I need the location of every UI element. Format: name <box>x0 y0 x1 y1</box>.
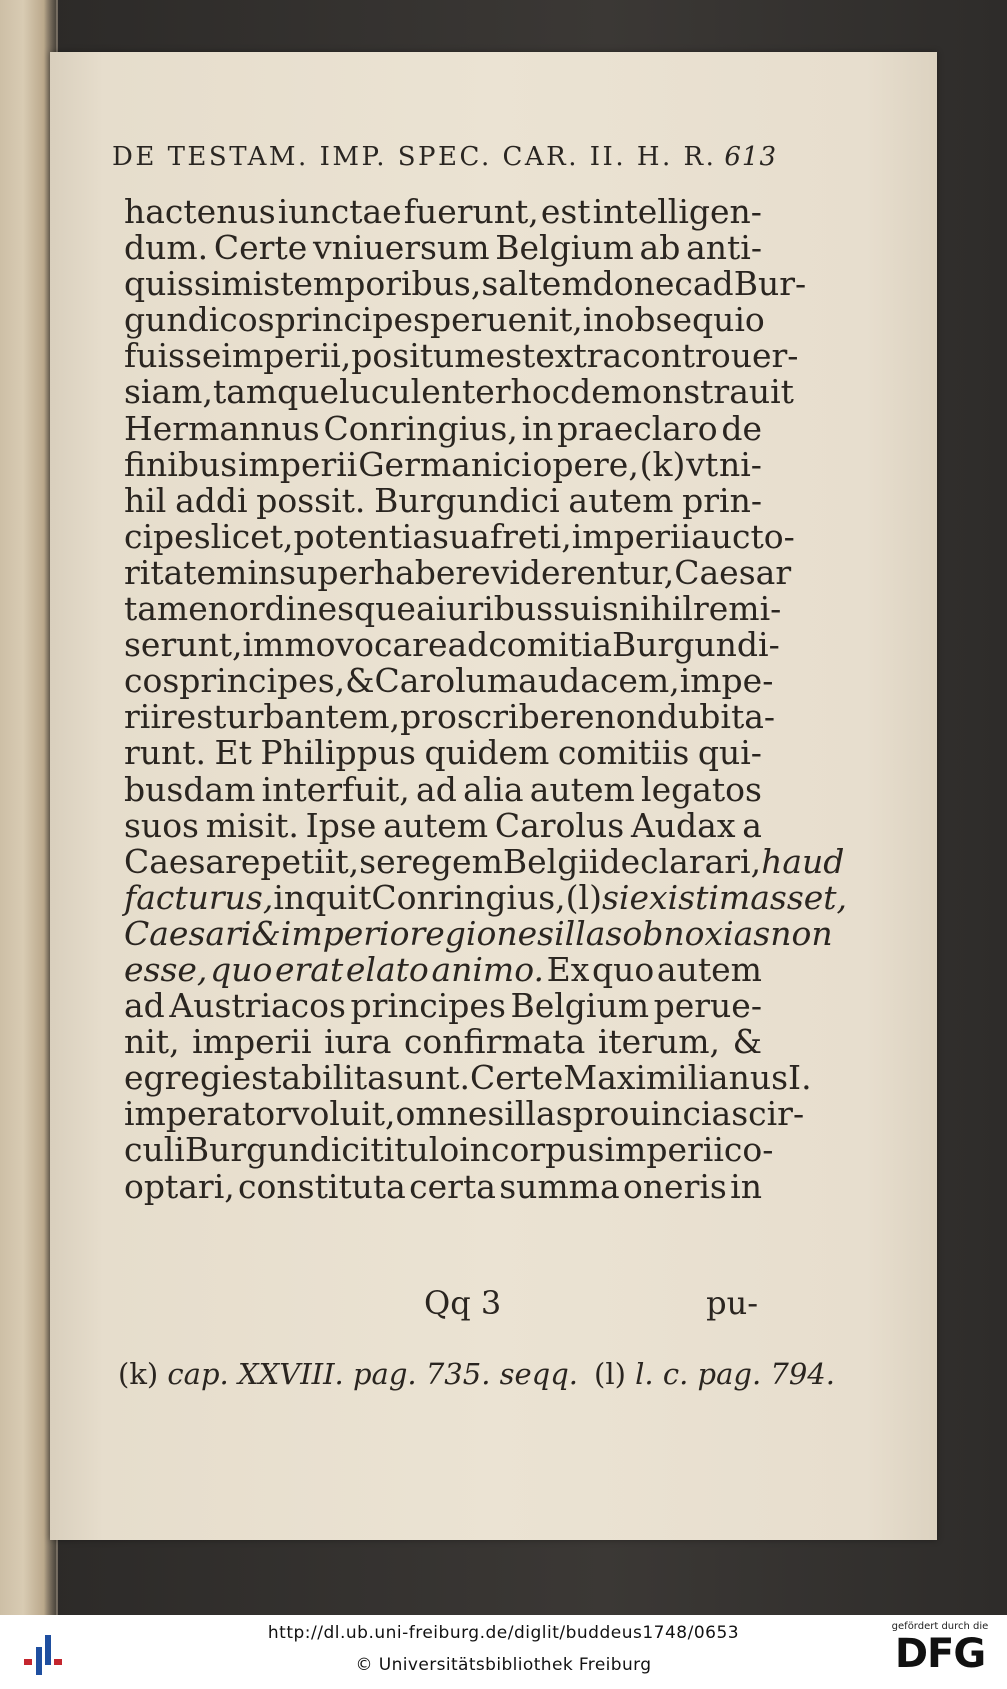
word: illas <box>504 1094 573 1134</box>
word: I. <box>788 1058 812 1098</box>
word: inquit <box>273 877 372 917</box>
word: ad <box>447 625 489 665</box>
word: & <box>345 661 375 701</box>
word: (k) <box>639 444 686 484</box>
word: imperii, <box>221 336 352 376</box>
word: corpus <box>491 1130 605 1170</box>
word: alia <box>463 769 524 809</box>
word: ad <box>416 769 457 809</box>
text-line <box>124 841 845 881</box>
word: vniuersum <box>313 228 490 268</box>
word: quidem <box>424 733 550 773</box>
word: in <box>582 300 615 340</box>
word: non <box>770 913 833 953</box>
word: Caesari <box>124 913 252 953</box>
word: qui- <box>697 733 762 773</box>
word: Austriacos <box>169 986 346 1026</box>
text-line <box>124 805 762 845</box>
word: insuper <box>247 552 374 592</box>
word: summa <box>499 1166 620 1206</box>
word: omnes <box>395 1094 505 1134</box>
word: siam, <box>124 372 213 412</box>
word: autem <box>568 480 674 520</box>
word: runt. <box>124 733 207 773</box>
text-line <box>124 949 762 989</box>
word: iunctae <box>277 192 402 231</box>
word: stabilita <box>251 1058 387 1098</box>
word: haud <box>761 841 845 881</box>
word: sua <box>432 516 490 556</box>
word: dum. <box>124 228 209 268</box>
word: opere, <box>532 444 639 484</box>
text-line <box>124 480 762 520</box>
word: imperii <box>237 444 358 484</box>
word: autem <box>383 805 489 845</box>
word: co- <box>723 1130 774 1170</box>
word: existimasset, <box>629 877 848 917</box>
word: petiit, <box>260 841 360 881</box>
word: comitiis <box>557 733 690 773</box>
word: suis <box>553 589 619 629</box>
word: Burgundici <box>184 1130 371 1170</box>
word: perue- <box>653 986 762 1026</box>
word: cir- <box>748 1094 805 1134</box>
word: Hermannus <box>124 408 320 448</box>
running-head <box>112 142 777 182</box>
word: temporibus, <box>280 264 482 304</box>
word: cipes <box>124 516 211 556</box>
footnote-text: l. c. pag. 794. <box>635 1357 835 1391</box>
text-line <box>124 697 776 737</box>
word: legatos <box>641 769 762 809</box>
word: immo <box>242 625 336 665</box>
word: addi <box>175 480 248 520</box>
word: principes <box>350 986 506 1026</box>
word: Certe <box>213 228 308 268</box>
word: est <box>540 192 591 231</box>
word: praeclaro <box>557 408 718 448</box>
footnote-text: (l) <box>594 1357 636 1391</box>
word: turbantem, <box>213 697 401 737</box>
word: (l) <box>565 877 602 917</box>
word: finibus <box>124 444 238 484</box>
word: Ipse <box>305 805 377 845</box>
text-line <box>124 552 792 592</box>
word: iura <box>324 1022 392 1062</box>
word: esse, <box>124 949 208 989</box>
word: in <box>521 408 554 448</box>
word: ad <box>692 264 734 304</box>
word: Belgium <box>495 228 634 268</box>
footnote <box>118 1357 578 1397</box>
word: prin- <box>682 480 762 520</box>
word: audacem, <box>518 661 680 701</box>
word: si <box>601 877 630 917</box>
word: Carolum <box>374 661 519 701</box>
word: intelligen- <box>592 192 762 231</box>
footnotes <box>118 1357 835 1397</box>
word: egregie <box>124 1058 252 1098</box>
word: Bur- <box>733 264 807 304</box>
word: iterum, <box>597 1022 720 1062</box>
word: in <box>730 1166 762 1206</box>
word: habere <box>373 552 491 592</box>
word: tamque <box>212 372 340 412</box>
word: peruenit, <box>429 300 583 340</box>
word: suos <box>124 805 199 845</box>
text-line <box>124 661 774 701</box>
word: gundicos <box>124 300 275 340</box>
word: proscribere <box>400 697 595 737</box>
word: Burgundici <box>374 480 560 520</box>
word: remi- <box>692 589 782 629</box>
word: misit. <box>205 805 299 845</box>
word: illas <box>554 913 623 953</box>
word: licet, <box>210 516 294 556</box>
word: imperator <box>124 1094 291 1134</box>
text-line <box>124 735 762 771</box>
text-line <box>124 372 794 412</box>
word: Belgium <box>510 986 650 1026</box>
word: Germanici <box>358 444 532 484</box>
text-line <box>124 444 762 484</box>
text-line <box>124 300 765 340</box>
text-line <box>124 1094 805 1134</box>
word: imperii <box>604 1130 724 1170</box>
word: imperii <box>192 1022 312 1062</box>
word: obsequio <box>614 300 765 340</box>
word: serunt, <box>124 625 243 665</box>
word: confirmata <box>403 1022 586 1062</box>
word: iuribus <box>435 589 554 629</box>
word: & <box>251 913 281 953</box>
word: demonstrauit <box>570 372 794 412</box>
text-line <box>124 589 782 629</box>
word: controuer- <box>622 336 799 376</box>
word: extra <box>535 336 623 376</box>
word: quo <box>210 949 273 989</box>
word: cos <box>124 661 180 701</box>
word: fuerunt, <box>403 192 539 231</box>
word: possit. <box>256 480 366 520</box>
word: de <box>721 408 762 448</box>
word: quissimis <box>124 264 281 304</box>
word: imperii <box>571 516 692 556</box>
word: a <box>415 589 436 629</box>
word: Philippus <box>260 733 416 773</box>
footnote-text: cap. XXVIII. pag. 735. seqq. <box>167 1357 579 1391</box>
word: culi <box>124 1130 185 1170</box>
text-line <box>124 194 762 230</box>
text-line <box>124 1166 762 1206</box>
word: anti- <box>686 228 762 268</box>
signature-line <box>124 1284 762 1324</box>
word: freti, <box>489 516 572 556</box>
word: Caesar <box>674 552 792 592</box>
text-line <box>124 516 795 556</box>
footnote <box>594 1357 835 1397</box>
signature-mark: Qq 3 <box>424 1284 502 1322</box>
word: Caesare <box>124 841 261 881</box>
page-number: 613 <box>724 142 777 172</box>
text-line <box>124 1024 762 1060</box>
word: aucto- <box>691 516 795 556</box>
word: prouincias <box>572 1094 749 1134</box>
word: Conringius, <box>371 877 566 917</box>
text-line <box>124 769 762 809</box>
word: certa <box>409 1166 496 1206</box>
footnote-text: (k) <box>118 1357 168 1391</box>
word: hactenus <box>124 192 276 231</box>
text-line <box>124 336 799 376</box>
word: nit, <box>124 1022 180 1062</box>
word: Carolus <box>494 805 625 845</box>
word: comitia <box>488 625 612 665</box>
word: principes <box>274 300 430 340</box>
word: potentia <box>293 516 433 556</box>
word: Ex <box>546 949 590 989</box>
word: busdam <box>124 769 256 809</box>
word: dubita- <box>656 697 776 737</box>
word: vocare <box>335 625 448 665</box>
word: animo. <box>431 949 544 989</box>
word: autem <box>529 769 635 809</box>
word: principes, <box>179 661 346 701</box>
word: fuisse <box>124 336 222 376</box>
word: hoc <box>510 372 571 412</box>
word: Audax <box>630 805 736 845</box>
word: impe- <box>679 661 774 701</box>
word: hil <box>124 480 167 520</box>
word: Maximilianus <box>563 1058 789 1098</box>
word: Certe <box>469 1058 564 1098</box>
body-text <box>124 192 848 1206</box>
copyright-text: © Universitätsbibliothek Freiburg <box>355 1655 652 1675</box>
word: Conringius, <box>323 408 518 448</box>
word: sunt. <box>386 1058 470 1098</box>
word: regiones <box>409 913 555 953</box>
word: donec <box>592 264 693 304</box>
word: erat <box>274 949 344 989</box>
word: ordinesque <box>229 589 416 629</box>
funder-badge <box>885 1621 995 1685</box>
text-line <box>124 230 762 266</box>
word: rii <box>124 697 161 737</box>
text-line <box>124 625 780 665</box>
word: ritatem <box>124 552 248 592</box>
viewer-footer <box>0 1615 1007 1689</box>
word: constituta <box>238 1166 406 1206</box>
word: titulo <box>370 1130 460 1170</box>
word: res <box>160 697 214 737</box>
funder-caption: gefördert durch die <box>891 1621 989 1632</box>
word: in <box>459 1130 492 1170</box>
word: oneris <box>622 1166 727 1206</box>
text-line <box>124 988 762 1024</box>
text-line <box>124 1058 812 1098</box>
word: obnoxias <box>622 913 771 953</box>
word: Burgundi- <box>612 625 780 665</box>
word: non <box>594 697 657 737</box>
text-line <box>124 1130 774 1170</box>
text-line <box>124 913 833 953</box>
word: nihil <box>618 589 693 629</box>
word: imperio <box>280 913 410 953</box>
word: positum <box>351 336 486 376</box>
word: regem <box>395 841 503 881</box>
word: optari, <box>124 1166 235 1206</box>
word: Belgii <box>502 841 600 881</box>
word: elato <box>345 949 429 989</box>
catchword: pu- <box>706 1284 758 1322</box>
dfg-logo: DFG <box>894 1631 986 1677</box>
word: autem <box>656 949 762 989</box>
word: ni- <box>718 444 762 484</box>
word: est <box>485 336 536 376</box>
text-line <box>124 877 848 917</box>
word: Et <box>214 733 252 773</box>
permalink-url[interactable]: http://dl.ub.uni-freiburg.de/diglit/buddeus1748/0653 <box>267 1623 740 1643</box>
word: luculenter <box>339 372 511 412</box>
word: viderentur, <box>490 552 675 592</box>
word: se <box>359 841 396 881</box>
word: a <box>742 805 762 845</box>
word: saltem <box>481 264 593 304</box>
word: & <box>732 1022 762 1062</box>
word: vt <box>686 444 719 484</box>
text-line <box>124 408 762 448</box>
word: voluit, <box>290 1094 396 1134</box>
text-line <box>124 264 807 304</box>
word: facturus, <box>124 877 274 917</box>
word: ad <box>124 986 165 1026</box>
word: quo <box>592 949 655 989</box>
word: interfuit, <box>261 769 410 809</box>
word: ab <box>639 228 681 268</box>
word: declarari, <box>599 841 762 881</box>
running-title: DE TESTAM. IMP. SPEC. CAR. II. H. R. <box>112 142 717 172</box>
word: tamen <box>124 589 230 629</box>
